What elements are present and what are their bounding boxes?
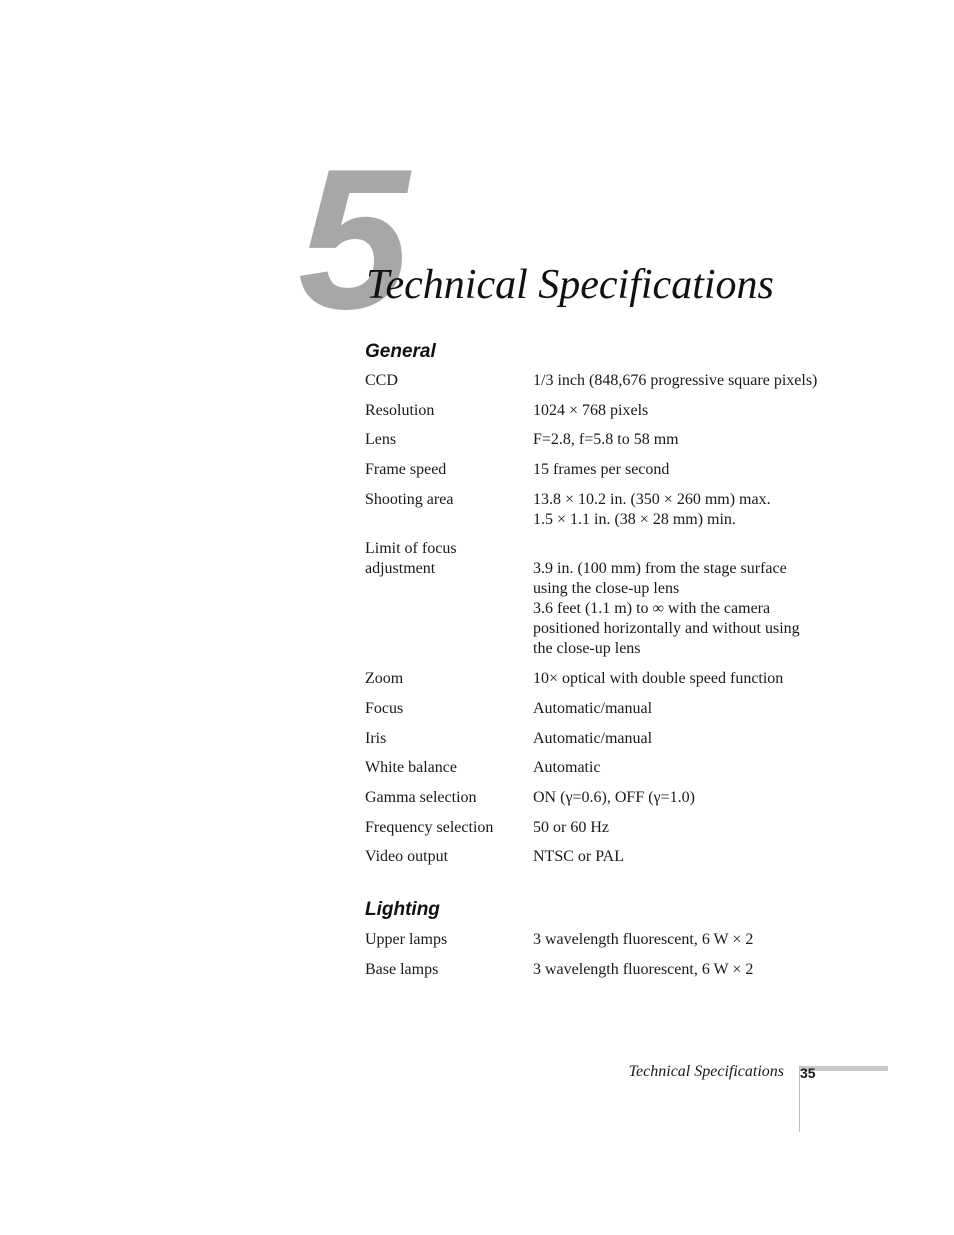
spec-row [365,430,845,450]
spec-value [533,460,845,480]
chapter-title: Technical Specifications [366,262,774,308]
spec-row [365,699,845,719]
spec-label: White balance [365,759,457,777]
spec-value-line: Automatic/manual [533,699,653,717]
chapter-number: 5 [298,128,406,351]
spec-value [533,401,845,421]
spec-label: Iris [365,729,387,747]
spec-value-line: 1.5 × 1.1 in. (38 × 28 mm) min. [533,510,736,528]
spec-label: Zoom [365,670,404,688]
spec-row [365,960,845,980]
spec-value [533,430,845,450]
spec-label: Base lamps [365,960,439,978]
spec-value [533,930,845,950]
section-heading-lighting: Lighting [365,899,440,920]
spec-value [533,788,845,808]
spec-label-line: adjustment [365,560,436,578]
spec-row [365,460,845,480]
spec-value [533,960,845,980]
spec-value-line [533,539,845,559]
spec-label [365,539,533,659]
spec-row [365,930,845,950]
spec-value [533,539,845,659]
spec-label: Shooting area [365,490,454,508]
spec-label-line: Limit of focus [365,540,457,558]
spec-table-general [365,371,845,877]
section-heading-general: General [365,341,436,362]
spec-value-line: F=2.8, f=5.8 to 58 mm [533,431,679,449]
spec-value [533,818,845,838]
spec-value [533,490,845,530]
page-number: 35 [800,1065,816,1081]
spec-label: Frame speed [365,461,447,479]
spec-value-line: 15 frames per second [533,461,670,479]
spec-label: Upper lamps [365,931,448,948]
spec-table-lighting [365,930,845,989]
spec-row [365,729,845,749]
spec-row [365,788,845,808]
spec-row [365,490,845,530]
spec-value [533,669,845,689]
spec-value-line: NTSC or PAL [533,848,624,866]
spec-value [533,758,845,778]
spec-value [533,729,845,749]
spec-value-line: Automatic/manual [533,729,653,747]
spec-label: Resolution [365,401,435,419]
spec-value-line: 3.6 feet (1.1 m) to ∞ with the camera [533,600,771,618]
spec-value-line: ON (γ=0.6), OFF (γ=1.0) [533,788,695,806]
spec-label: Frequency selection [365,818,494,836]
spec-value-line: 1024 × 768 pixels [533,401,649,419]
spec-value [533,371,845,391]
spec-label: CCD [365,372,398,389]
spec-value-line: Automatic [533,759,601,777]
spec-value-line: 1/3 inch (848,676 progressive square pixels) [533,372,818,389]
spec-value-line: the close-up lens [533,640,641,658]
spec-row [365,818,845,838]
spec-value-line: 50 or 60 Hz [533,818,609,836]
spec-row [365,758,845,778]
spec-value-line: using the close-up lens [533,580,680,598]
spec-value-line: 3.9 in. (100 mm) from the stage surface [533,560,787,578]
spec-row [365,847,845,867]
spec-row [365,401,845,421]
spec-label: Lens [365,431,397,449]
spec-row [365,669,845,689]
spec-label: Gamma selection [365,788,477,806]
spec-label: Video output [365,848,449,866]
spec-value-line: 3 wavelength fluorescent, 6 W × 2 [533,960,754,978]
spec-value-line: 3 wavelength fluorescent, 6 W × 2 [533,931,754,948]
spec-row [365,371,845,391]
spec-row [365,539,845,659]
spec-value [533,847,845,867]
spec-value-line: positioned horizontally and without using [533,620,800,638]
footer-running-title: Technical Specifications [628,1063,784,1080]
spec-label: Focus [365,699,404,717]
spec-value-line: 13.8 × 10.2 in. (350 × 260 mm) max. [533,490,771,508]
spec-value [533,699,845,719]
spec-value-line: 10× optical with double speed function [533,670,784,688]
